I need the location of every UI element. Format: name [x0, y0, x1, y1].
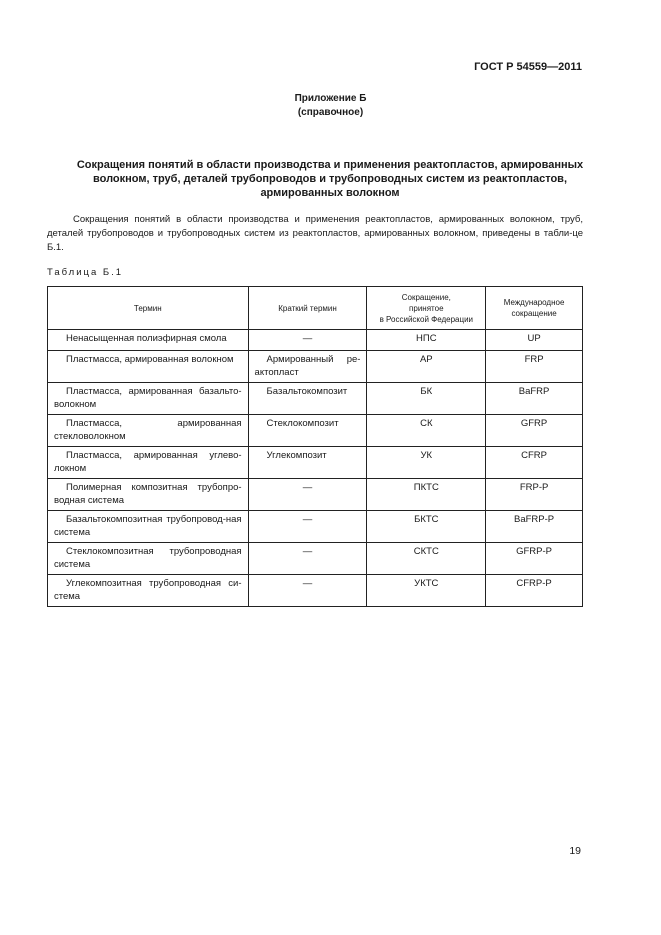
cell-abbr-ru: БКТС [367, 511, 486, 543]
table-row [48, 447, 583, 479]
cell-term: Ненасыщенная полиэфирная смола [48, 330, 249, 351]
cell-term: Базальтокомпозитная трубопровод-ная система [48, 511, 249, 543]
cell-abbr-ru: АР [367, 351, 486, 383]
abbreviations-table [47, 286, 583, 607]
header-abbr-ru-line: Сокращение, [401, 292, 451, 302]
cell-short-term: — [248, 330, 367, 351]
section-title-line: Сокращения понятий в области производства и применения реактопластов, армированных [76, 159, 584, 171]
cell-short-term: Углекомпозит [248, 447, 367, 479]
cell-abbr-intl: GFRP [486, 415, 583, 447]
cell-abbr-intl: UP [486, 330, 583, 351]
header-abbr-ru-line: принятое [409, 303, 444, 313]
cell-abbr-ru: УК [367, 447, 486, 479]
document-id: ГОСТ Р 54559—2011 [474, 61, 582, 73]
cell-term: Пластмасса, армированная базальто-волокном [48, 383, 249, 415]
header-abbr-ru-line: в Российской Федерации [379, 314, 474, 324]
table-row [48, 543, 583, 575]
cell-abbr-ru: БК [367, 383, 486, 415]
cell-abbr-ru: НПС [367, 330, 486, 351]
cell-short-term: Армированный ре-актопласт [248, 351, 367, 383]
cell-abbr-intl: BaFRP-P [486, 511, 583, 543]
intro-paragraph: Сокращения понятий в области производства и применения реактопластов, армированных волокном, труб, деталей трубопроводов и трубопроводных систем из реактопластов, армированных волокном, приведены в табли-це Б.1. [47, 214, 583, 253]
cell-abbr-intl: BaFRP [486, 383, 583, 415]
cell-short-term: Базальтокомпозит [248, 383, 367, 415]
cell-term: Стеклокомпозитная трубопроводная система [48, 543, 249, 575]
cell-short-term: — [248, 479, 367, 511]
page-number: 19 [569, 845, 581, 857]
cell-abbr-intl: FRP-P [486, 479, 583, 511]
annex-subtitle: (справочное) [297, 107, 364, 118]
cell-abbr-intl: GFRP-P [486, 543, 583, 575]
cell-short-term: — [248, 543, 367, 575]
section-title-line: армированных волокном [260, 187, 400, 199]
table-row [48, 330, 583, 351]
header-term: Термин [48, 287, 249, 330]
cell-term: Полимерная композитная трубопро-водная система [48, 479, 249, 511]
cell-abbr-ru: СК [367, 415, 486, 447]
cell-abbr-intl: CFRP [486, 447, 583, 479]
header-short-term: Краткий термин [248, 287, 367, 330]
cell-term: Пластмасса, армированная углево-локном [48, 447, 249, 479]
table-header-row [48, 287, 583, 330]
cell-short-term: — [248, 575, 367, 607]
table-row [48, 479, 583, 511]
table-row [48, 383, 583, 415]
cell-short-term: Стеклокомпозит [248, 415, 367, 447]
cell-abbr-ru: СКТС [367, 543, 486, 575]
header-abbr-intl-line: сокращение [511, 309, 557, 318]
table-caption: Таблица Б.1 [47, 267, 124, 278]
table-row [48, 575, 583, 607]
cell-term: Углекомпозитная трубопроводная си-стема [48, 575, 249, 607]
header-abbr-intl [486, 287, 583, 330]
cell-abbr-ru: УКТС [367, 575, 486, 607]
cell-abbr-intl: CFRP-P [486, 575, 583, 607]
header-abbr-ru [367, 287, 486, 330]
cell-term: Пластмасса, армированная волокном [48, 351, 249, 383]
annex-title: Приложение Б [294, 93, 367, 104]
table-row [48, 511, 583, 543]
header-abbr-intl-line: Международное [503, 298, 565, 307]
cell-abbr-ru: ПКТС [367, 479, 486, 511]
cell-abbr-intl: FRP [486, 351, 583, 383]
section-title-line: волокном, труб, деталей трубопроводов и трубопроводных систем из реактопластов, [93, 173, 567, 185]
annex-heading [0, 92, 661, 120]
table-row [48, 415, 583, 447]
section-title [50, 158, 610, 200]
cell-short-term: — [248, 511, 367, 543]
table-row [48, 351, 583, 383]
cell-term: Пластмасса, армированная стекловолокном [48, 415, 249, 447]
